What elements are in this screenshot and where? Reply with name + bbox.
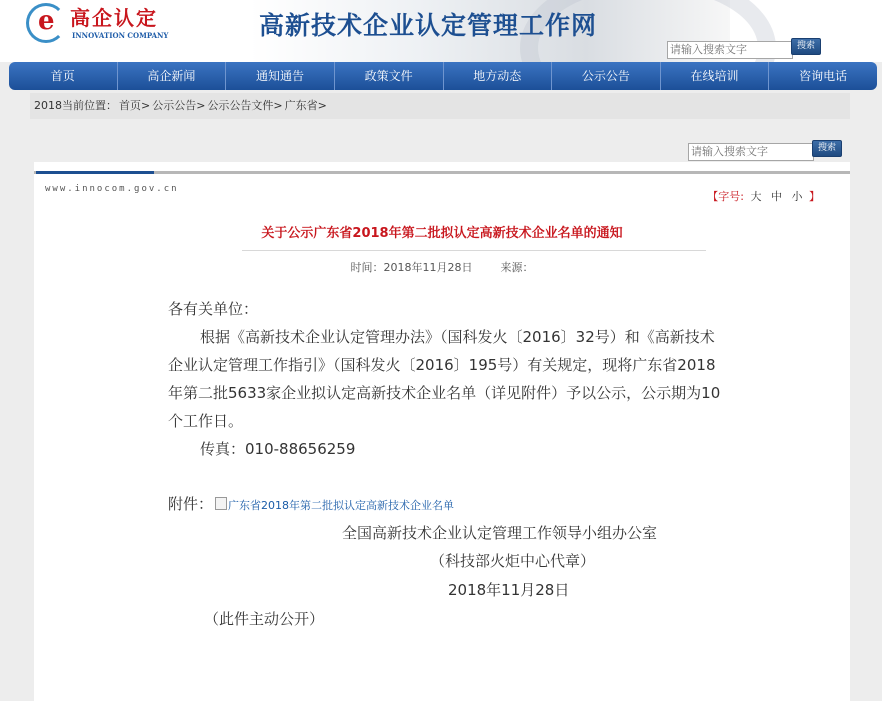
article-source: 来源： [500,261,534,274]
attachment-label: 附件： [168,495,214,513]
attachment-link[interactable] [215,499,454,512]
header-search-input[interactable] [667,41,793,59]
attachment-line [168,494,454,516]
font-size-large[interactable]: 大 [750,190,762,203]
broken-image-icon [215,497,227,510]
nav-item-local[interactable]: 地方动态 [444,62,553,90]
breadcrumb-guangdong[interactable]: 广东省> [284,99,327,112]
breadcrumb-announcement-files[interactable]: 公示公告文件> [207,99,283,112]
panel-top-rule-accent [36,171,154,174]
nav-item-training[interactable]: 在线培训 [661,62,770,90]
logo-english-text: INNOVATION COMPANY [72,31,169,40]
font-size-small[interactable]: 小 [791,190,803,203]
breadcrumb-prefix: 2018当前位置： [34,99,117,112]
attachment-link-text: 广东省2018年第二批拟认定高新技术企业名单 [228,499,455,512]
nav-item-policy[interactable]: 政策文件 [335,62,444,90]
signature-date: 2018年11月28日 [448,581,570,599]
logo-e-icon: e [38,6,55,36]
site-title: 高新技术企业认定管理工作网 [259,11,598,40]
font-size-close: 】 [809,190,820,203]
title-divider [242,250,706,251]
panel-top-rule [34,171,850,174]
content-search-button[interactable]: 搜索 [812,140,842,157]
signature-org: 全国高新技术企业认定管理工作领导小组办公室 [342,524,658,542]
article-panel [34,162,850,701]
nav-item-home[interactable]: 首页 [9,62,118,90]
nav-item-news[interactable]: 高企新闻 [118,62,227,90]
breadcrumb [30,93,850,119]
breadcrumb-announcements[interactable]: 公示公告> [152,99,206,112]
header-search [667,38,815,59]
font-size-selector [707,188,820,204]
article-meta [34,259,850,275]
article-body [168,295,728,463]
site-url-watermark: www.innocom.gov.cn [45,184,179,194]
nav-item-announcements[interactable]: 公示公告 [552,62,661,90]
body-paragraph: 根据《高新技术企业认定管理办法》（国科发火〔2016〕32号）和《高新技术企业认定管理工作指引》（国科发火〔2016〕195号）有关规定，现将广东省2018年第二批5633家企业拟认定高新技术企业名单（详见附件）予以公示，公示期为10个工作日。 [168,328,721,430]
article-title: 关于公示广东省2018年第二批拟认定高新技术企业名单的通知 [261,226,623,241]
main-nav [9,62,877,90]
salutation: 各有关单位： [168,300,259,318]
content-search [688,140,836,161]
nav-item-hotline[interactable]: 咨询电话 [799,69,848,83]
breadcrumb-home[interactable]: 首页> [119,99,151,112]
site-header [0,0,882,62]
font-size-label: 【字号: [707,190,744,203]
font-size-medium[interactable]: 中 [771,190,782,203]
disclosure-note: （此件主动公开） [204,610,325,628]
fax-line: 传真：010-88656259 [200,440,356,458]
nav-item-notices[interactable]: 通知通告 [226,62,335,90]
logo-chinese-text: 高企认定 [70,6,158,30]
header-search-button[interactable]: 搜索 [791,38,821,55]
site-logo[interactable] [26,3,176,47]
content-search-input[interactable] [688,143,814,161]
article-time: 时间：2018年11月28日 [350,261,473,274]
signature-seal-note: （科技部火炬中心代章） [430,552,596,570]
